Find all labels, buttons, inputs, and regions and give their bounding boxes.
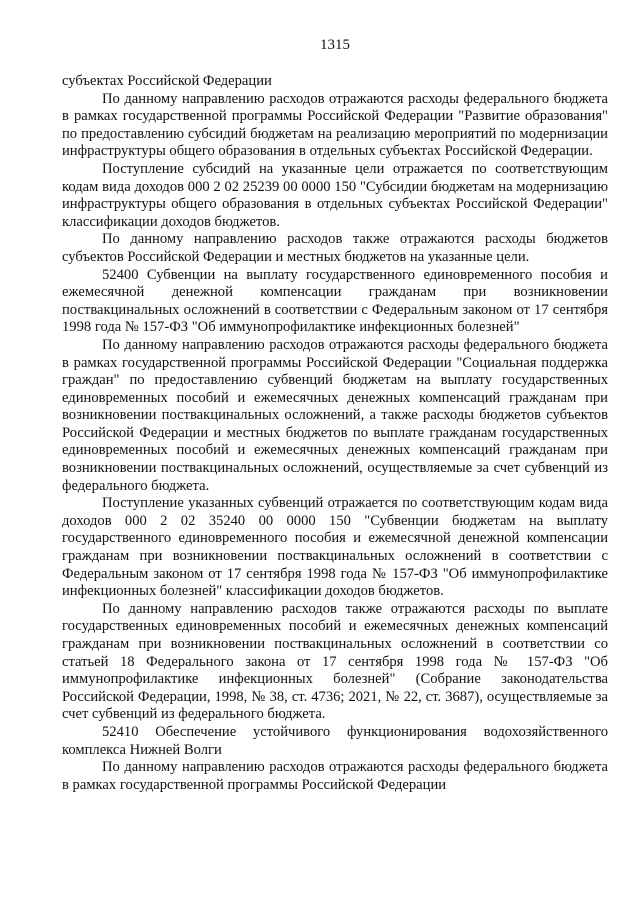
paragraph: По данному направлению расходов также отражаются расходы по выплате государственных единовременных пособий и ежемесячных денежных компенсаций гражданам при возникновении поствакцинальных осложнений в соответствии со статьей 18 Федерального закона от 17 сентября 1998 года № 157-ФЗ "Об иммунопрофилактике инфекционных болезней" (Собрание законодательства Российской Федерации, 1998, № 38, ст. 4736; 2021, № 22, ст. 3687), осуществляемые за счет субвенций из федерального бюджета. — [62, 600, 608, 723]
paragraph: Поступление субсидий на указанные цели отражается по соответствующим кодам вида доходов 000 2 02 25239 00 0000 150 "Субсидии бюджетам на модернизацию инфраструктуры общего образования в отдельных субъектах Российской Федерации" классификации доходов бюджетов. — [62, 160, 608, 230]
document-body — [62, 73, 608, 794]
section-heading-52400: 52400 Субвенции на выплату государственного единовременного пособия и ежемесячной денежной компенсации гражданам при возникновении поствакцинальных осложнений в соответствии с Федеральным законом от 17 сентября 1998 года № 157-ФЗ "Об иммунопрофилактике инфекционных болезней" — [62, 266, 608, 336]
paragraph: субъектах Российской Федерации — [62, 73, 272, 89]
paragraph: По данному направлению расходов отражаются расходы федерального бюджета в рамках государственной программы Российской Федерации — [62, 759, 608, 793]
paragraph: По данному направлению расходов также отражаются расходы бюджетов субъектов Российской Федерации и местных бюджетов на указанные цели. — [62, 231, 608, 265]
section-heading-52410: 52410 Обеспечение устойчивого функционирования водохозяйственного комплекса Нижней Волги — [62, 723, 608, 758]
paragraph: По данному направлению расходов отражаются расходы федерального бюджета в рамках государственной программы Российской Федерации "Развитие образования" по предоставлению субсидий бюджетам на реализацию мероприятий по модернизации инфраструктуры общего образования в отдельных субъектах Российской Федерации. — [62, 90, 608, 160]
paragraph: Поступление указанных субвенций отражается по соответствующим кодам вида доходов 000 2 02 35240 00 0000 150 "Субвенции бюджетам на выплату государственного единовременного пособия и ежемесячной денежной компенсации гражданам при возникновении поствакцинальных осложнений в соответствии с Федеральным законом от 17 сентября 1998 года № 157-ФЗ "Об иммунопрофилактике инфекционных болезней" классификации доходов бюджетов. — [62, 495, 608, 600]
page-number: 1315 — [320, 37, 350, 53]
paragraph: По данному направлению расходов отражаются расходы федерального бюджета в рамках государственной программы Российской Федерации "Социальная поддержка граждан" по предоставлению субвенций бюджетам на выплату государственных единовременных пособий и ежемесячных денежных компенсаций гражданам при возникновении поствакцинальных осложнений, а также расходы бюджетов субъектов Российской Федерации и местных бюджетов по выплате гражданам государственных единовременных пособий и ежемесячных денежных компенсаций гражданам при возникновении поствакцинальных осложнений, осуществляемые за счет субвенций из федерального бюджета. — [62, 336, 608, 494]
